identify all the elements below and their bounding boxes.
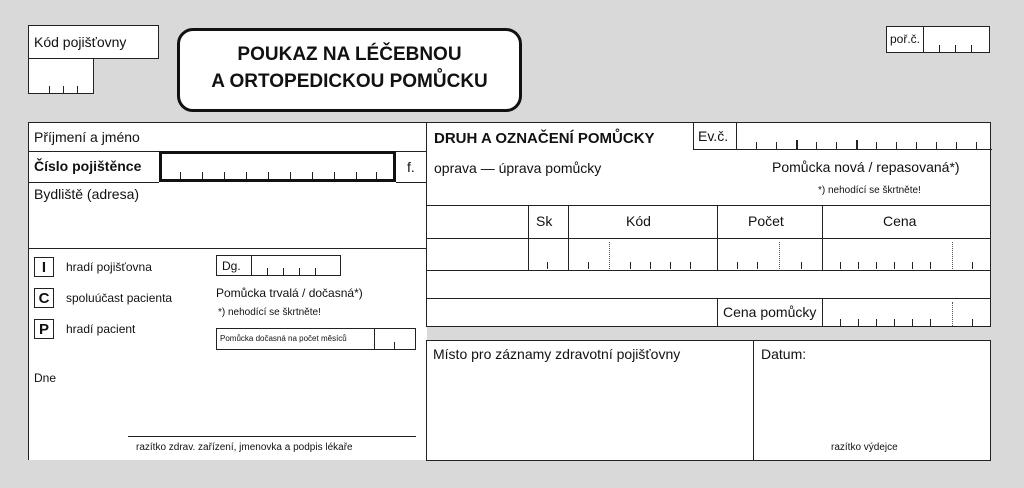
issue-stamp-label: razítko výdejce [831,442,898,453]
date-label-right: Datum: [761,346,807,362]
col-cena-header: Cena [883,213,917,229]
aid-section [426,122,991,327]
strike-note-left: *) nehodící se škrtněte! [218,307,321,318]
col-pocet-header: Počet [748,213,784,229]
payment-option-i-label: hradí pojišťovna [66,260,152,274]
new-refurbished-label: Pomůcka nová / repasovaná*) [772,159,960,175]
insurer-code-label: Kód pojišťovny [34,34,127,50]
col-kod-header: Kód [626,213,651,229]
doctor-stamp-label: razítko zdrav. zařízení, jmenovka a podpis lékaře [136,442,353,453]
strike-note-right: *) nehodící se škrtněte! [818,185,921,196]
col-sk-header: Sk [536,213,553,229]
payment-section [28,249,427,460]
evidence-number-field[interactable] [693,122,992,150]
pocet-field[interactable] [717,238,822,269]
temporary-months-label: Pomůcka dočasná na počet měsíců [220,334,347,343]
payment-option-i[interactable]: I [34,257,54,277]
address-label: Bydliště (adresa) [34,186,140,202]
insurer-records-section[interactable] [426,340,991,461]
diagnosis-field[interactable] [216,255,341,276]
aid-total-label: Cena pomůcky [723,304,817,320]
name-label: Příjmení a jméno [34,129,140,145]
serial-number-box[interactable] [886,26,990,53]
insured-number-field[interactable] [159,151,396,182]
cena-field[interactable] [822,238,990,269]
sk-field[interactable] [528,238,568,269]
form-title [177,28,522,112]
payment-option-c-label: spoluúčast pacienta [66,291,173,305]
title-line-1: POUKAZ NA LÉČEBNOU [237,44,462,65]
suffix-label: f. [407,159,415,175]
serial-number-label: poř.č. [890,32,921,46]
evidence-number-label: Ev.č. [698,128,729,144]
payment-option-c[interactable]: C [34,288,54,308]
repair-label: oprava — úprava pomůcky [434,160,602,176]
insurer-code-box[interactable] [28,25,159,59]
insured-number-label: Číslo pojištěnce [34,158,142,174]
insurer-notes-label: Místo pro záznamy zdravotní pojišťovny [433,346,681,362]
aid-type-label: DRUH A OZNAČENÍ POMŮCKY [434,130,655,147]
diagnosis-label: Dg. [222,259,241,273]
patient-section [28,122,427,249]
title-line-2: A ORTOPEDICKOU POMŮCKU [211,71,488,92]
payment-option-p-label: hradí pacient [66,322,136,336]
permanent-temporary-label: Pomůcka trvalá / dočasná*) [216,286,363,300]
payment-option-p[interactable]: P [34,319,54,339]
kod-field[interactable] [568,238,717,269]
temporary-months-field[interactable] [216,328,416,350]
date-label-left: Dne [34,371,57,385]
aid-total-field[interactable] [822,298,990,326]
insurer-code-field[interactable] [28,58,94,94]
